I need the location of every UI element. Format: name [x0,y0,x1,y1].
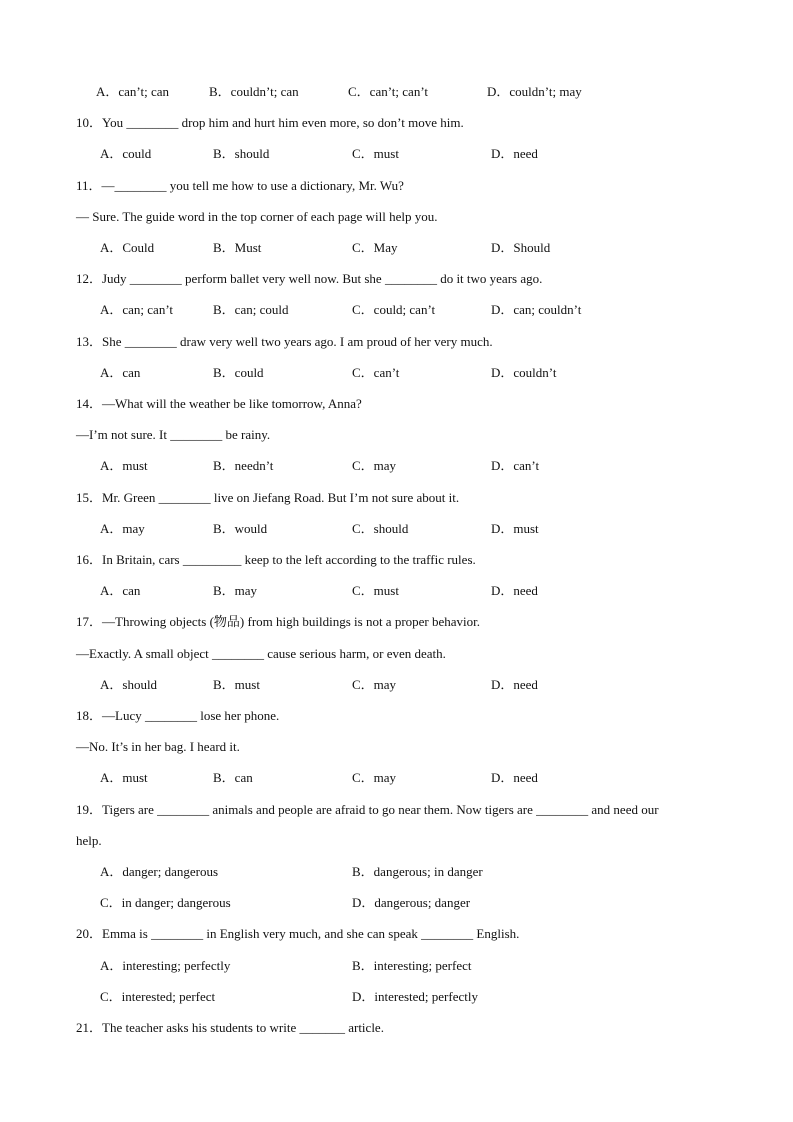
options-row [100,887,753,918]
option-d: D．couldn’t [491,364,557,380]
option-a: A．can [100,364,141,380]
option-d: D．need [491,583,538,599]
option-a: A．Could [100,240,155,255]
option-d: D．must [491,520,539,536]
question-stem: 20．Emma is ________ in English very much, and she can speak ________ English. [76,926,520,942]
option-b: B．Must [213,240,262,255]
option-a: A．can [100,583,141,599]
option-b: B．can; could [213,302,289,318]
option-a: A．should [100,676,158,692]
option-b: B．would [213,520,268,536]
option-b: B．can [213,770,253,786]
options-row [100,294,753,325]
question-stem: 18．—Lucy ________ lose her phone. [76,708,280,723]
option-d: D．need [491,676,538,692]
question-stem: 15．Mr. Green ________ live on Jiefang Road. But I’m not sure about it. [76,489,460,505]
option-a: A．must [100,770,148,786]
question-stem: 13．She ________ draw very well two years ago. I am proud of her very much. [76,333,493,349]
option-c: C．must [352,146,399,162]
option-a: A．danger; dangerous [100,864,219,879]
option-c: C．should [352,520,409,536]
option-c: C．may [352,676,397,692]
option-b: B．should [213,146,270,162]
question-stem: 16．In Britain, cars _________ keep to the left according to the traffic rules. [76,552,476,567]
options-row [100,950,753,981]
options-row [100,232,753,263]
option-b: B．interesting; perfect [352,957,472,973]
option-a: A．can; can’t [100,302,174,318]
option-b: B．may [213,583,258,599]
option-b: B．must [213,676,260,692]
option-d: D．Should [491,240,551,255]
question-stem: 14．—What will the weather be like tomorrow, Anna? [76,396,362,411]
option-c: C．must [352,583,399,599]
option-c: C．may [352,458,397,474]
options-row [100,762,753,793]
option-d: D．interested; perfectly [352,988,478,1004]
question-stem: 10．You ________ drop him and hurt him even more, so don’t move him. [76,115,464,131]
options-row [100,450,753,481]
question-line: —No. It’s in her bag. I heard it. [76,739,240,755]
question-stem: 11．—________ you tell me how to use a dictionary, Mr. Wu? [76,177,404,193]
option-c: C．can’t [352,364,400,380]
option-c: C．interested; perfect [100,988,216,1004]
option-c: C．may [352,770,397,786]
option-d: D．dangerous; danger [352,895,471,911]
option-c: C．in danger; dangerous [100,895,231,911]
question-stem: 19．Tigers are ________ animals and people are afraid to go near them. Now tigers are ________ and need our [76,801,659,817]
option-c: C．could; can’t [352,302,436,318]
question-line: —Exactly. A small object ________ cause serious harm, or even death. [76,645,446,661]
options-row [100,357,753,388]
question-line: help. [76,832,102,848]
option-b: B．needn’t [213,458,274,474]
option-a: A．may [100,520,145,536]
option-d: D．need [491,770,538,786]
options-row [100,575,753,606]
question-stem: 21．The teacher asks his students to write _______ article. [76,1020,384,1035]
option-a: A．interesting; perfectly [100,957,231,973]
option-b: B．dangerous; in danger [352,864,483,879]
option-c: C．can’t; can’t [348,84,429,99]
option-b: B．couldn’t; can [209,84,299,99]
options-row [100,669,753,700]
option-d: D．can’t [491,458,540,474]
option-c: C．May [352,240,398,255]
question-stem: 12．Judy ________ perform ballet very well now. But she ________ do it two years ago. [76,271,543,287]
options-row [100,513,753,544]
option-b: B．could [213,364,264,380]
option-a: A．could [100,146,152,162]
question-stem: 17．—Throwing objects (物品) from high buildings is not a proper behavior. [76,614,481,630]
option-a: A．must [100,458,148,474]
question-line: —I’m not sure. It ________ be rainy. [76,427,271,443]
option-a: A．can’t; can [96,84,170,99]
option-d: D．need [491,146,538,162]
options-row [100,138,753,169]
options-row [96,76,753,107]
question-line: — Sure. The guide word in the top corner of each page will help you. [76,208,438,224]
option-d: D．couldn’t; may [487,84,582,99]
options-row [100,856,753,887]
option-d: D．can; couldn’t [491,302,582,318]
options-row [100,981,753,1012]
